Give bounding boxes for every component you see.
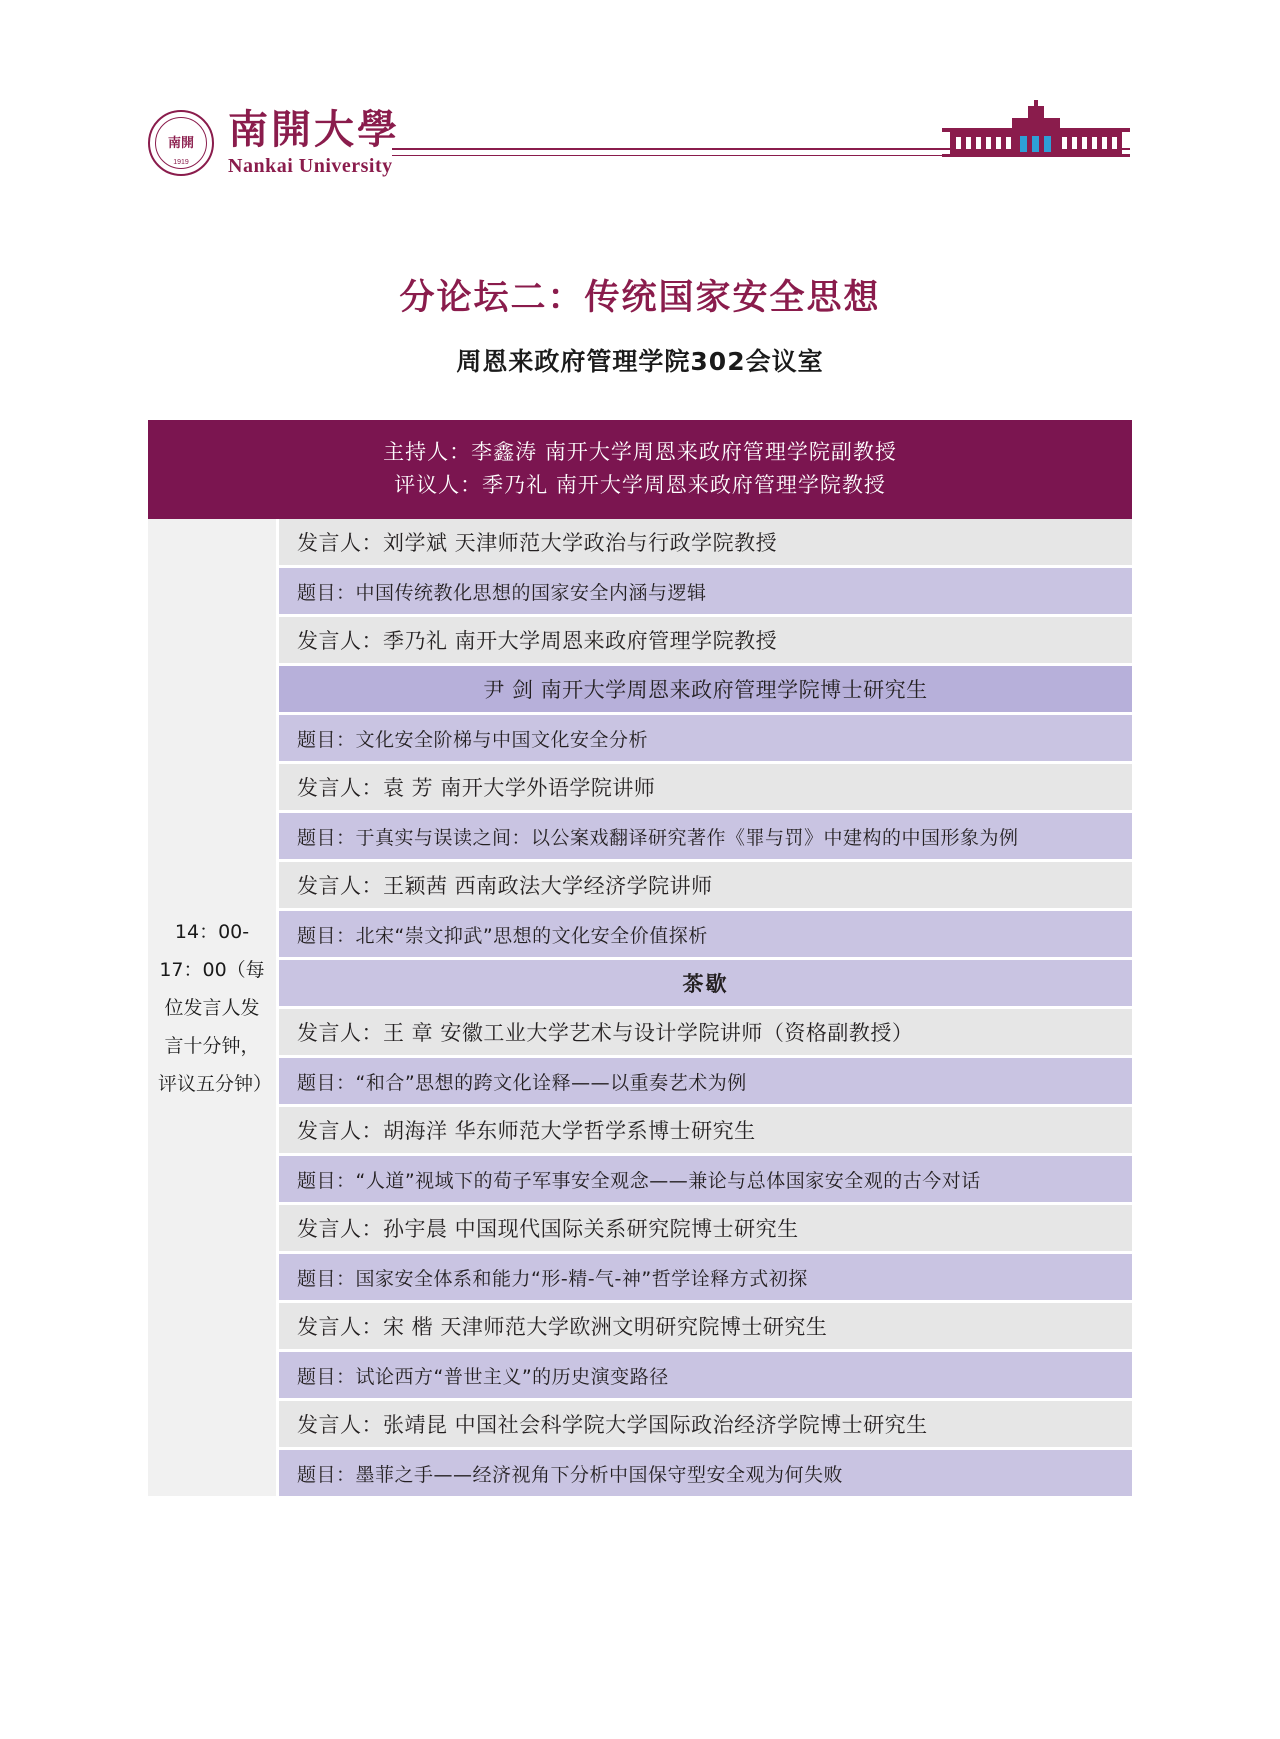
coauthor-row: 尹 剑 南开大学周恩来政府管理学院博士研究生 <box>279 666 1132 712</box>
speaker-row: 发言人：胡海洋 华东师范大学哲学系博士研究生 <box>279 1107 1132 1153</box>
speaker-row: 发言人：张靖昆 中国社会科学院大学国际政治经济学院博士研究生 <box>279 1401 1132 1447</box>
break-row: 茶歇 <box>279 960 1132 1006</box>
chair-line-1: 主持人：李鑫涛 南开大学周恩来政府管理学院副教授 <box>383 440 897 464</box>
topic-row: 题目：试论西方“普世主义”的历史演变路径 <box>279 1352 1132 1398</box>
topic-row: 题目：“和合”思想的跨文化诠释——以重奏艺术为例 <box>279 1058 1132 1104</box>
topic-row: 题目：北宋“崇文抑武”思想的文化安全价值探析 <box>279 911 1132 957</box>
campus-building-icon <box>942 100 1130 160</box>
topic-row: 题目：“人道”视域下的荀子军事安全观念——兼论与总体国家安全观的古今对话 <box>279 1156 1132 1202</box>
speaker-row: 发言人：王 章 安徽工业大学艺术与设计学院讲师（资格副教授） <box>279 1009 1132 1055</box>
page-header <box>148 106 1130 230</box>
university-seal-icon <box>148 110 214 176</box>
topic-row: 题目：国家安全体系和能力“形-精-气-神”哲学诠释方式初探 <box>279 1254 1132 1300</box>
speaker-row: 发言人：孙宇晨 中国现代国际关系研究院博士研究生 <box>279 1205 1132 1251</box>
schedule-rows <box>279 519 1132 1496</box>
schedule-table <box>148 420 1132 1496</box>
page-subtitle: 周恩来政府管理学院302会议室 <box>456 347 824 376</box>
topic-row: 题目：于真实与误读之间：以公案戏翻译研究著作《罪与罚》中建构的中国形象为例 <box>279 813 1132 859</box>
speaker-row: 发言人：袁 芳 南开大学外语学院讲师 <box>279 764 1132 810</box>
chair-band <box>148 420 1132 519</box>
page-title: 分论坛二：传统国家安全思想 <box>399 278 881 318</box>
wordmark <box>228 106 400 177</box>
speaker-row: 发言人：刘学斌 天津师范大学政治与行政学院教授 <box>279 519 1132 565</box>
seal-inner-text: 南開 <box>167 135 194 151</box>
schedule-body <box>148 519 1132 1496</box>
time-cell: 14：00-17：00（每位发言人发言十分钟，评议五分钟） <box>148 519 276 1496</box>
speaker-row: 发言人：王颖茜 西南政法大学经济学院讲师 <box>279 862 1132 908</box>
nankai-logo <box>148 106 400 177</box>
wordmark-en: Nankai University <box>228 155 393 177</box>
speaker-row: 发言人：季乃礼 南开大学周恩来政府管理学院教授 <box>279 617 1132 663</box>
topic-row: 题目：墨菲之手——经济视角下分析中国保守型安全观为何失败 <box>279 1450 1132 1496</box>
topic-row: 题目：中国传统教化思想的国家安全内涵与逻辑 <box>279 568 1132 614</box>
topic-row: 题目：文化安全阶梯与中国文化安全分析 <box>279 715 1132 761</box>
seal-year: 1919 <box>173 159 189 166</box>
wordmark-cn: 南開大學 <box>228 106 400 153</box>
chair-line-2: 评议人：季乃礼 南开大学周恩来政府管理学院教授 <box>394 472 886 497</box>
speaker-row: 发言人：宋 楷 天津师范大学欧洲文明研究院博士研究生 <box>279 1303 1132 1349</box>
